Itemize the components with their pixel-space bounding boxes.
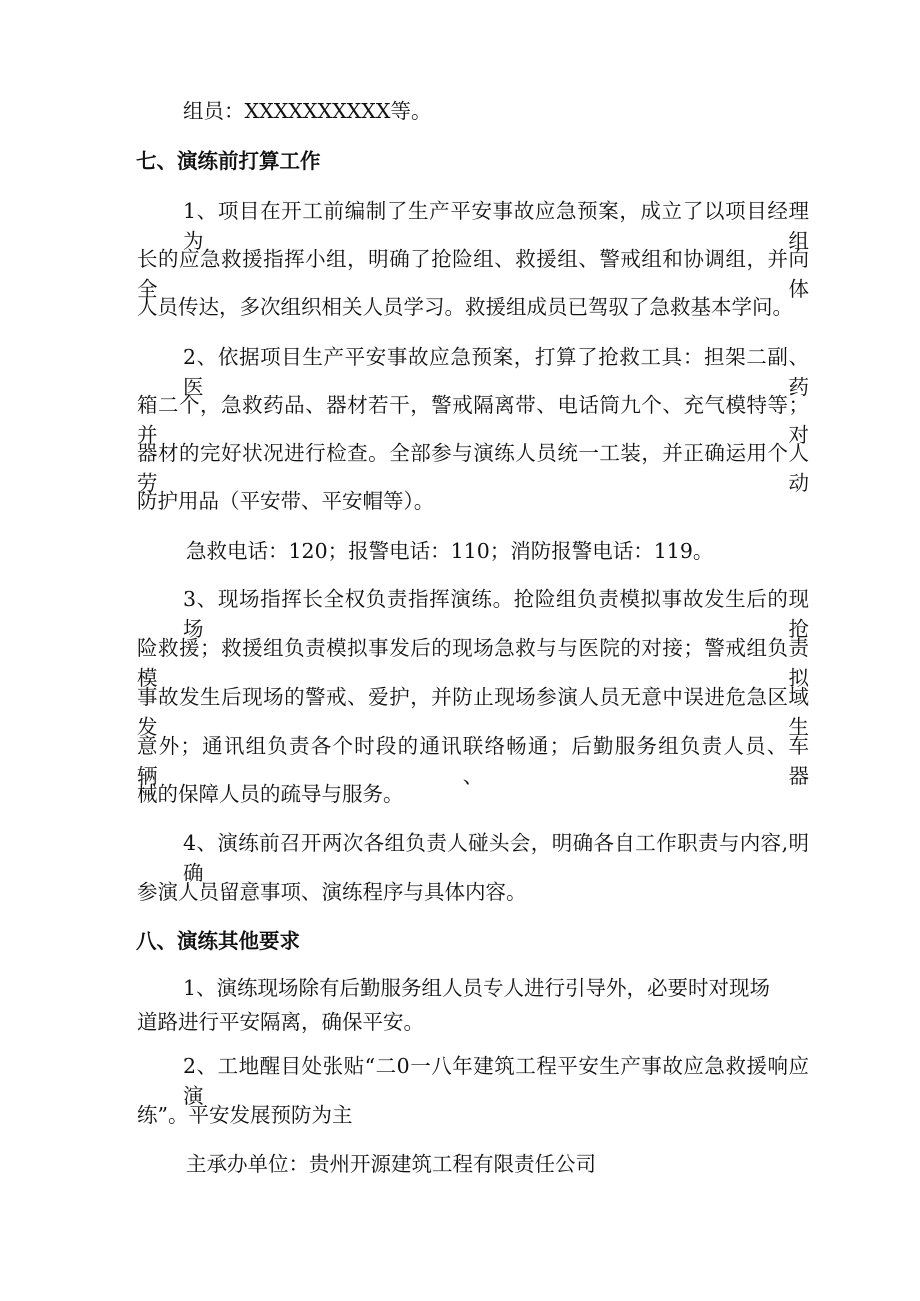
paragraph-2-line-2: 箱二个，急救药品、器材若干，警戒隔离带、电话筒九个、充气模特等；并对 [137,393,809,447]
paragraph-4-line-1: 4、演练前召开两次各组负责人碰头会，明确各自工作职责与内容,明确 [183,831,809,885]
section-heading-7: 七、演练前打算工作 [136,149,321,173]
paragraph-6-line-1: 2、工地醒目处张贴“二0一八年建筑工程平安生产事故应急救援响应演 [183,1054,809,1108]
paragraph-6-line-2: 练”。平安发展预防为主 [137,1103,353,1127]
paragraph-5-line-1: 1、演练现场除有后勤服务组人员专人进行引导外，必要时对现场 [183,976,771,1000]
host-organizer-line: 主承办单位：贵州开源建筑工程有限责任公司 [186,1152,596,1176]
paragraph-3-line-3: 事故发生后现场的警戒、爱护，并防止现场参演人员无意中误进危急区域发生 [137,685,809,739]
paragraph-1-line-2: 长的应急救援指挥小组，明确了抢险组、救援组、警戒组和协调组，并向全体 [137,247,809,301]
paragraph-3-line-1: 3、现场指挥长全权负责指挥演练。抢险组负责模拟事故发生后的现场抢 [183,587,809,641]
paragraph-3-line-5: 械的保障人员的疏导与服务。 [137,782,404,806]
paragraph-1-line-1: 1、项目在开工前编制了生产平安事故应急预案，成立了以项目经理为组 [183,199,809,253]
paragraph-3-line-4: 意外；通讯组负责各个时段的通讯联络畅通；后勤服务组负责人员、车辆、器 [137,734,809,788]
paragraph-4-line-2: 参演人员留意事项、演练程序与具体内容。 [137,880,527,904]
paragraph-2-line-1: 2、依据项目生产平安事故应急预案，打算了抢救工具：担架二副、医药 [183,345,809,399]
team-members-line: 组员：XXXXXXXXXX等。 [183,99,432,123]
section-heading-8: 八、演练其他要求 [136,929,300,953]
paragraph-1-line-3: 人员传达，多次组织相关人员学习。救援组成员已驾驭了急救基本学问。 [137,295,793,319]
paragraph-5-line-2: 道路进行平安隔离，确保平安。 [137,1010,424,1034]
emergency-phones-line: 急救电话：120；报警电话：110；消防报警电话：119。 [186,539,714,563]
paragraph-3-line-2: 险救援；救援组负责模拟事发后的现场急救与与医院的对接；警戒组负责模拟 [137,636,809,690]
paragraph-2-line-4: 防护用品（平安带、平安帽等）。 [137,489,435,513]
paragraph-2-line-3: 器材的完好状况进行检查。全部参与演练人员统一工装，并正确运用个人劳动 [137,441,809,495]
